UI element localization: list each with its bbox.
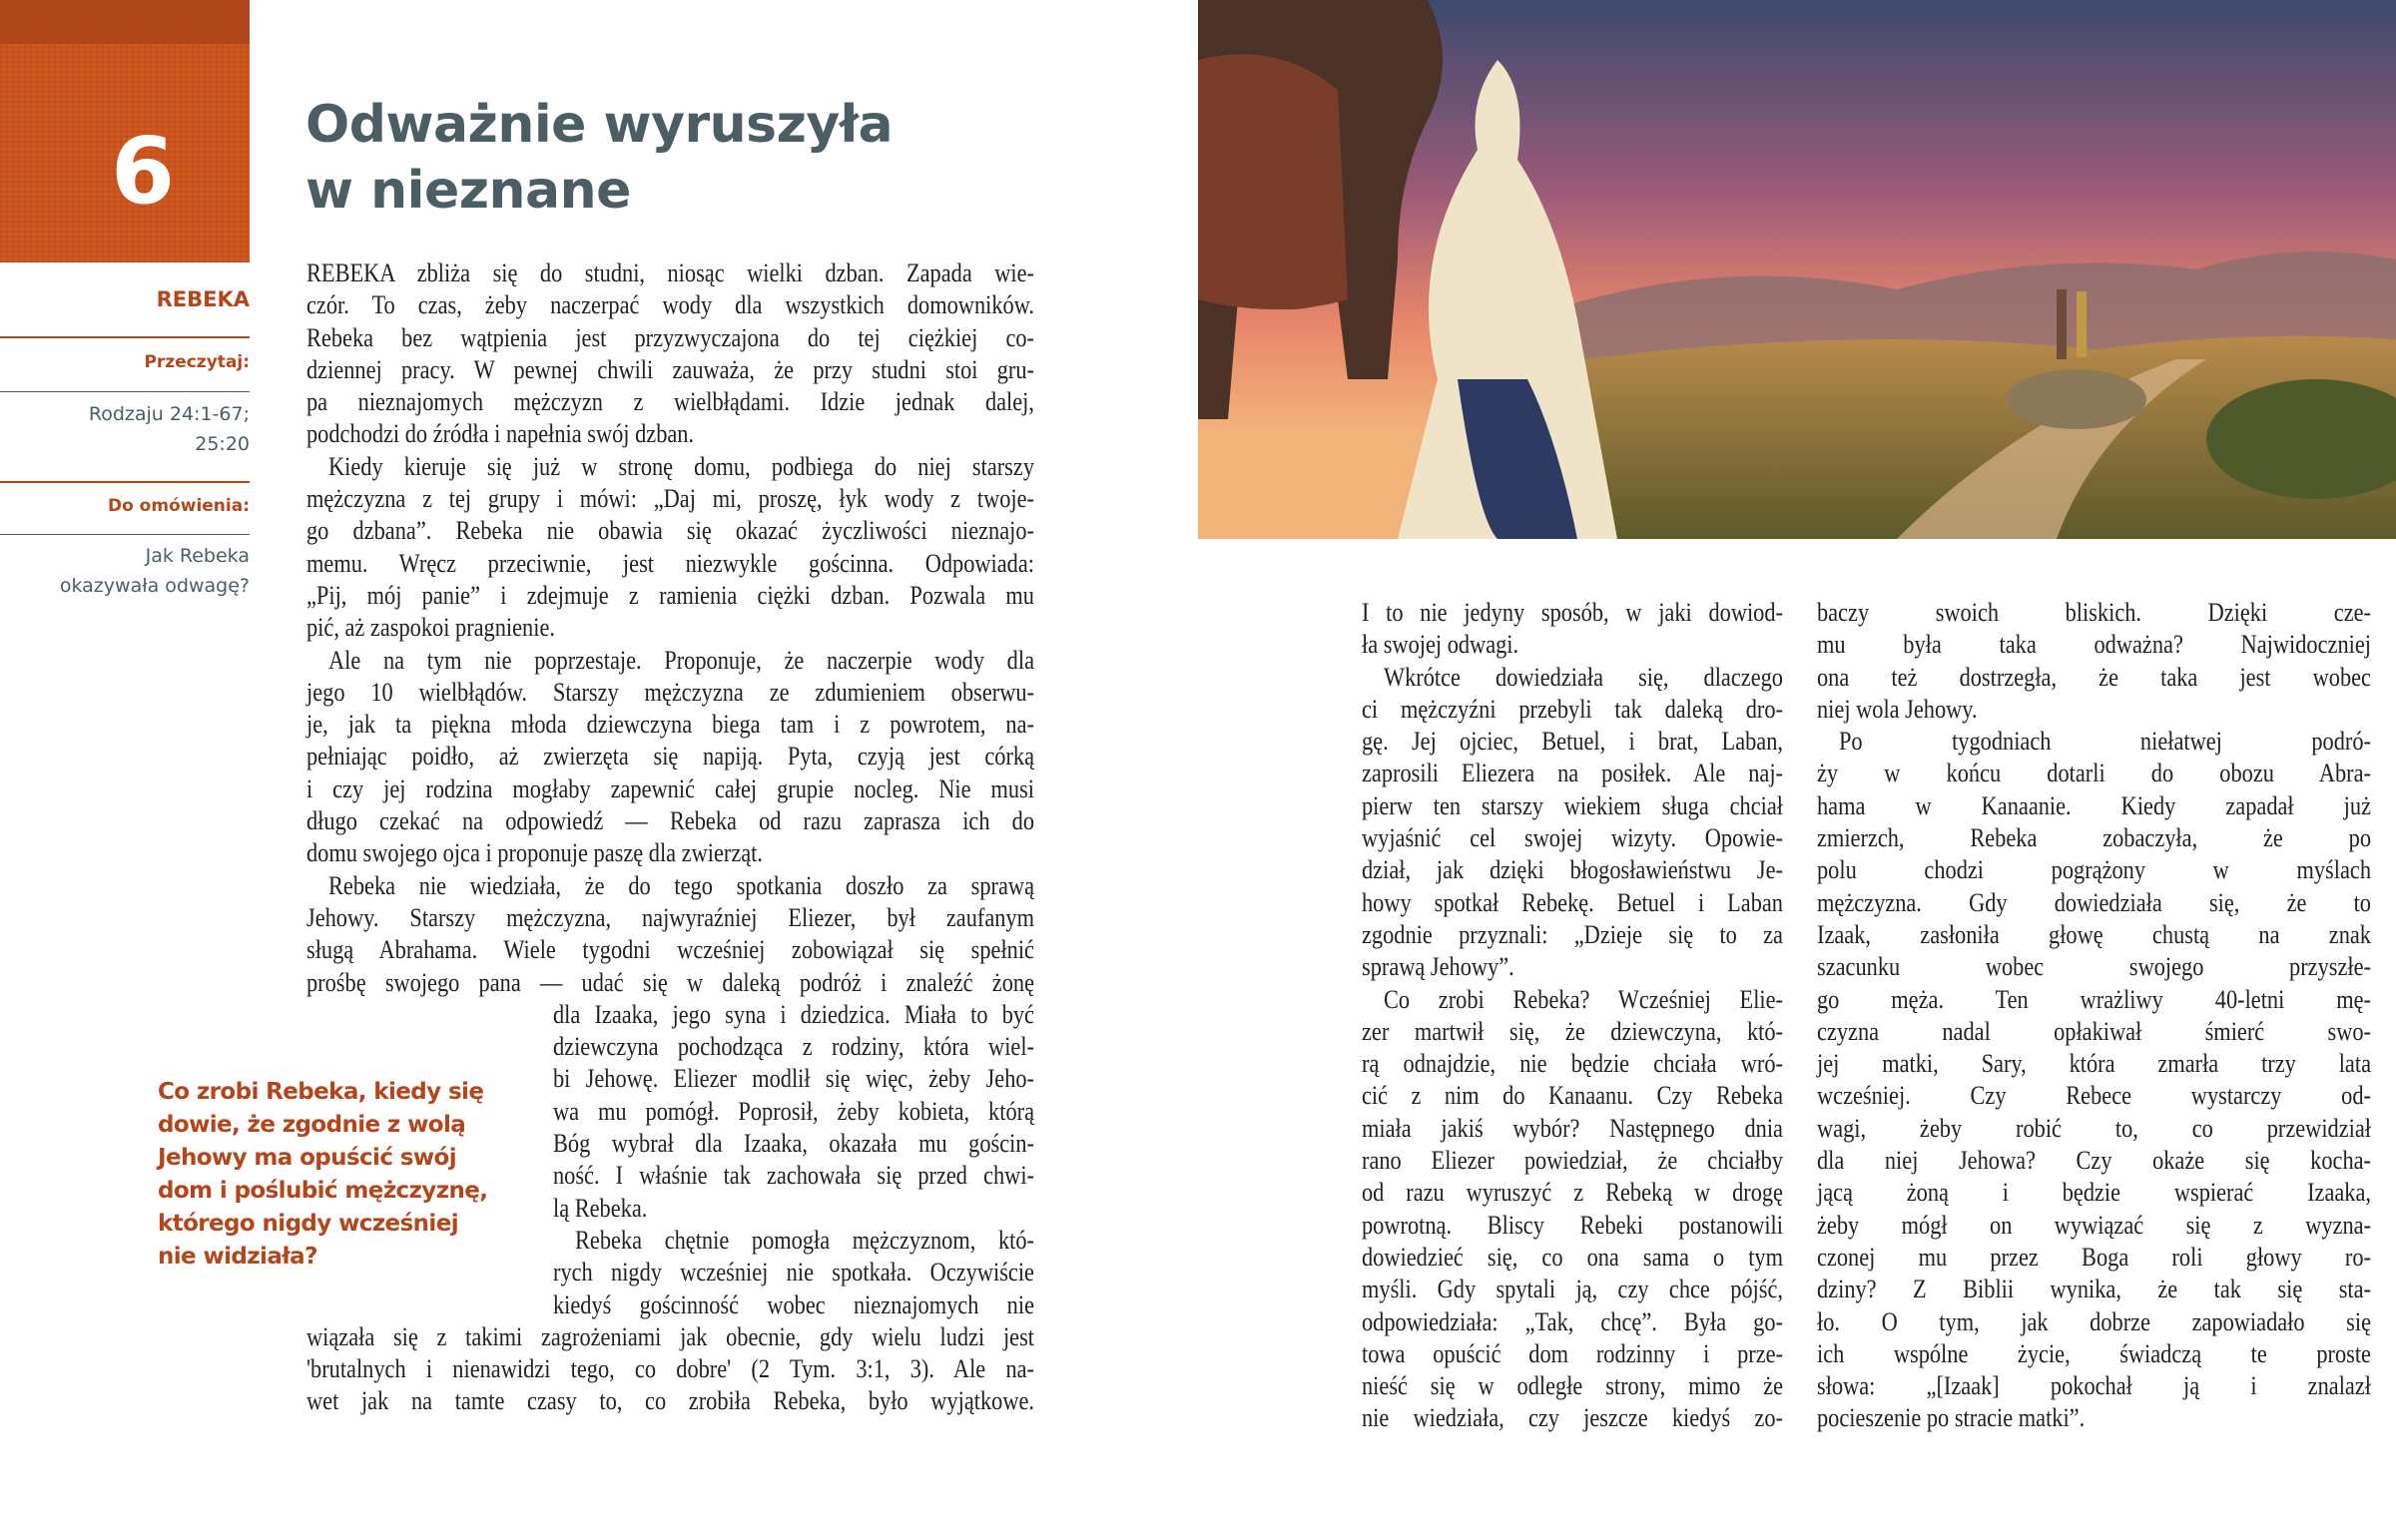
text-line: i czy jej rodzina mogłaby zapewnić całej grupie nocleg. Nie musi (306, 773, 1034, 803)
text-line: sługą Abrahama. Wiele tygodni wcześniej zobowiązał się spełnić (306, 935, 1034, 965)
text-line: mu była taka odważna? Najwidoczniej (1817, 630, 2371, 660)
text-line: od razu wyruszyć z Rebeką w drogę (1362, 1178, 1783, 1208)
text-line: I to nie jedyny sposób, w jaki dowiod- (1362, 598, 1783, 627)
text-line: ci mężczyźni przebyli tak daleką dro- (1362, 694, 1783, 724)
text-line: towa opuścić dom rodzinny i prze- (1362, 1338, 1783, 1368)
body-column-2 (1362, 597, 1783, 1435)
text-line: wet jak na tamte czasy to, co zrobiła Rebeka, było wyjątkowe. (306, 1386, 1034, 1416)
text-line: odpowiedziała: „Tak, chcę”. Była go- (1362, 1306, 1783, 1336)
text-line: bi Jehowę. Eliezer modlił się więc, żeby Jeho- (552, 1064, 1034, 1094)
text-line: mężczyzna z tej grupy i mówi: „Daj mi, proszę, łyk wody z twoje- (306, 484, 1034, 514)
text-line: pełniając poidło, aż zwierzęta się napiją. Pyta, czyją jest córką (306, 742, 1034, 771)
text-line: Wkrótce dowiedziała się, dlaczego (1383, 662, 1783, 692)
paragraph (1362, 662, 1783, 984)
text-line: go męża. Ten wrażliwy 40-letni mę- (1817, 984, 2371, 1014)
paragraph (1362, 597, 1783, 662)
text-line: Jehowy. Starszy mężczyzna, najwyraźniej Eliezer, był zaufanym (306, 902, 1034, 932)
text-line: wa mu pomógł. Poprosił, żeby kobieta, którą (552, 1096, 1034, 1126)
callout-line: nie widziała? (158, 1244, 317, 1270)
text-line: dla niej Jehowa? Czy okaże się kocha- (1817, 1146, 2371, 1176)
text-line: Rebeka bez wątpienia jest przyzwyczajona do tej ciężkiej co- (306, 322, 1034, 352)
callout-line: Jehowy ma opuścić swój (158, 1145, 456, 1171)
text-line: rą odnajdzie, nie będzie chciała wró- (1362, 1049, 1783, 1079)
text-line: prośbę swojego pana — udać się w daleką podróż i znaleźć żonę (306, 967, 1034, 997)
sidebar-divider (0, 481, 250, 483)
sidebar-divider (0, 534, 250, 535)
text-line: „Pij, mój panie” i zdejmuje z ramienia ciężki dzban. Pozwala mu (306, 580, 1034, 610)
text-line: zaprosili Eliezera na posiłek. Ale naj- (1362, 759, 1783, 788)
callout-line: dowie, że zgodnie z wolą (158, 1112, 466, 1138)
text-line: ność. I właśnie tak zachowała się przed chwi- (552, 1161, 1034, 1191)
text-line: myśli. Gdy spytali ją, czy chce pójść, (1362, 1275, 1783, 1304)
chapter-block-band (0, 0, 250, 44)
text-line: hama w Kanaanie. Kiedy zapadał już (1817, 790, 2371, 820)
text-line: je, jak ta piękna młoda dziewczyna biega tam i z powrotem, na- (306, 710, 1034, 740)
text-line: Izaak, zasłoniła głowę chustą na znak (1817, 919, 2371, 949)
text-line: nieść się w odległe strony, mimo że (1362, 1371, 1783, 1401)
chapter-title (305, 92, 893, 224)
paragraph (306, 257, 1034, 451)
text-line: rych nigdy wcześniej nie spotkała. Oczywiście (552, 1258, 1034, 1287)
text-line: mężczyzna. Gdy dowiedziała się, że to (1817, 887, 2371, 917)
text-line: wagi, żeby robić to, co przewidział (1817, 1113, 2371, 1143)
callout-line: którego nigdy wcześniej (158, 1211, 458, 1237)
text-line: powrotną. Bliscy Rebeki postanowili (1362, 1210, 1783, 1240)
text-line: rano Eliezer powiedział, że chciałby (1362, 1146, 1783, 1176)
text-line: Po tygodniach niełatwej podró- (1838, 727, 2371, 757)
paragraph (306, 645, 1034, 870)
text-line: ona też dostrzegła, że taka jest wobec (1817, 662, 2371, 692)
text-line: wyjaśnić cel swojej wizyty. Opowie- (1362, 823, 1783, 853)
sidebar-discuss-label: Do omówienia: (107, 496, 250, 516)
paragraph (1362, 984, 1783, 1435)
text-line: zer martwił się, że dziewczyna, któ- (1362, 1016, 1783, 1046)
text-line: cić z nim do Kanaanu. Czy Rebeka (1362, 1081, 1783, 1111)
body-column-1 (306, 257, 1034, 1418)
text-line: Co zrobi Rebeka? Wcześniej Elie- (1383, 984, 1783, 1014)
text-line: nie wiedziała, czy jeszcze kiedyś zo- (1362, 1403, 1783, 1433)
chapter-title-line: w nieznane (305, 161, 631, 221)
paragraph (306, 870, 1034, 1225)
text-line: miała jakiś wybór? Następnego dnia (1362, 1113, 1783, 1143)
text-line: domu swojego ojca i proponuje paszę dla zwierząt. (306, 838, 763, 868)
question-line: Jak Rebeka (145, 545, 250, 567)
text-line: długo czekać na odpowiedź — Rebeka od razu zaprasza ich do (306, 806, 1034, 836)
scripture-reference: Rodzaju 24:1-67; (88, 403, 250, 425)
paragraph (306, 451, 1034, 645)
text-line: Ale na tym nie poprzestaje. Proponuje, że naczerpie wody dla (327, 645, 1034, 675)
text-line: Kiedy kieruje się już w stronę domu, podbiega do niej starszy (327, 451, 1034, 481)
text-line: kiedyś gościnność wobec nieznajomych nie (552, 1289, 1034, 1319)
text-line: podchodzi do źródła i napełnia swój dzban. (306, 419, 695, 449)
text-line: ich wspólne życie, świadczą te proste (1817, 1338, 2371, 1368)
text-line: szacunku wobec swojego przyszłe- (1817, 952, 2371, 982)
sidebar-divider (0, 336, 250, 338)
text-line: ło. O tym, jak dobrze zapowiadało się (1817, 1306, 2371, 1336)
illustration-rebekah-with-camel (1198, 0, 2396, 539)
text-line: pić, aż zaspokoi pragnienie. (306, 613, 555, 643)
text-line: zmierzch, Rebeka zobaczyła, że po (1817, 823, 2371, 853)
body-column-3 (1817, 597, 2371, 1435)
text-line: Rebeka chętnie pomogła mężczyznom, któ- (574, 1225, 1034, 1255)
sidebar-read-references (0, 399, 250, 459)
text-line: pocieszenie po stracie matki”. (1817, 1403, 2086, 1433)
paragraph (1817, 726, 2371, 1435)
sidebar-divider (0, 391, 250, 392)
text-line: wcześniej. Czy Rebece wystarczy od- (1817, 1081, 2371, 1111)
paragraph (306, 1225, 1034, 1418)
text-line: jącą żoną i będzie wspierać Izaaka, (1817, 1178, 2371, 1208)
question-line: okazywała odwagę? (59, 575, 250, 597)
text-line: dziennej pracy. W pewnej chwili zauważa, że przy studni stoi gru- (306, 354, 1034, 384)
text-line: czyzna nadal opłakiwał śmierć swo- (1817, 1016, 2371, 1046)
text-line: polu chodzi pogrążony w myślach (1817, 855, 2371, 885)
text-line: 'brutalnych i nienawidzi tego, co dobre' (2 Tym. 3:1, 3). Ale na- (306, 1354, 1034, 1384)
text-line: go dzbana”. Rebeka nie obawia się okazać życzliwości nieznajo- (306, 516, 1034, 546)
text-line: dziewczyna pochodząca z rodziny, która wiel- (552, 1032, 1034, 1062)
text-line: baczy swoich bliskich. Dzięki cze- (1817, 598, 2371, 627)
text-line: pa nieznajomych mężczyzn z wielbłądami. Idzie jednak dalej, (306, 387, 1034, 417)
text-line: słowa: „[Izaak] pokochał ją i znalazł (1817, 1371, 2371, 1401)
callout-line: Co zrobi Rebeka, kiedy się (158, 1079, 484, 1105)
text-line: sprawą Jehowy”. (1362, 952, 1514, 982)
text-line: REBEKA zbliża się do studni, niosąc wielki dzban. Zapada wie- (306, 258, 1034, 287)
text-line: memu. Wręcz przeciwnie, jest niezwykle gościnna. Odpowiada: (306, 548, 1034, 578)
text-line: lą Rebeka. (552, 1193, 648, 1223)
text-line: jego 10 wielbłądów. Starszy mężczyzna ze zdumieniem obserwu- (306, 677, 1034, 707)
text-line: ła swojej odwagi. (1362, 630, 1519, 660)
callout-line: dom i poślubić mężczyznę, (158, 1178, 488, 1204)
text-line: dowiedzieć się, co ona sama o tym (1362, 1242, 1783, 1272)
text-line: jej matki, Sary, która zmarła trzy lata (1817, 1049, 2371, 1079)
text-line: dział, jak dzięki błogosławieństwu Je- (1362, 855, 1783, 885)
text-line: niej wola Jehowy. (1817, 694, 1978, 724)
sidebar-read-label: Przeczytaj: (144, 352, 250, 372)
paragraph (1817, 597, 2371, 726)
chapter-title-line: Odważnie wyruszyła (305, 95, 894, 155)
sidebar-person-name: REBEKA (156, 287, 250, 311)
text-line: czonej mu przez Boga roli głowy ro- (1817, 1242, 2371, 1272)
text-line: dla Izaaka, jego syna i dziedzica. Miała to być (552, 999, 1034, 1029)
sidebar-discussion-question (0, 541, 250, 601)
chapter-number: 6 (110, 118, 175, 225)
text-line: czór. To czas, żeby naczerpać wody dla wszystkich domowników. (306, 290, 1034, 320)
text-line: ży w końcu dotarli do obozu Abra- (1817, 759, 2371, 788)
text-line: gę. Jej ojciec, Betuel, i brat, Laban, (1362, 727, 1783, 757)
text-line: zgodnie przyznali: „Dzieje się to za (1362, 919, 1783, 949)
text-line: howy spotkał Rebekę. Betuel i Laban (1362, 887, 1783, 917)
text-line: Rebeka nie wiedziała, że do tego spotkania doszło za sprawą (327, 870, 1034, 900)
text-line: pierw ten starszy wiekiem sługa chciał (1362, 790, 1783, 820)
text-line: dziny? Z Biblii wynika, że tak się sta- (1817, 1275, 2371, 1304)
text-line: Bóg wybrał dla Izaaka, okazała mu gościn- (552, 1129, 1034, 1159)
scripture-reference: 25:20 (195, 433, 250, 455)
text-line: wiązała się z takimi zagrożeniami jak obecnie, gdy wielu ludzi jest (306, 1321, 1034, 1351)
chapter-number-block (0, 0, 250, 262)
text-line: żeby mógł on wywiązać się z wyzna- (1817, 1210, 2371, 1240)
